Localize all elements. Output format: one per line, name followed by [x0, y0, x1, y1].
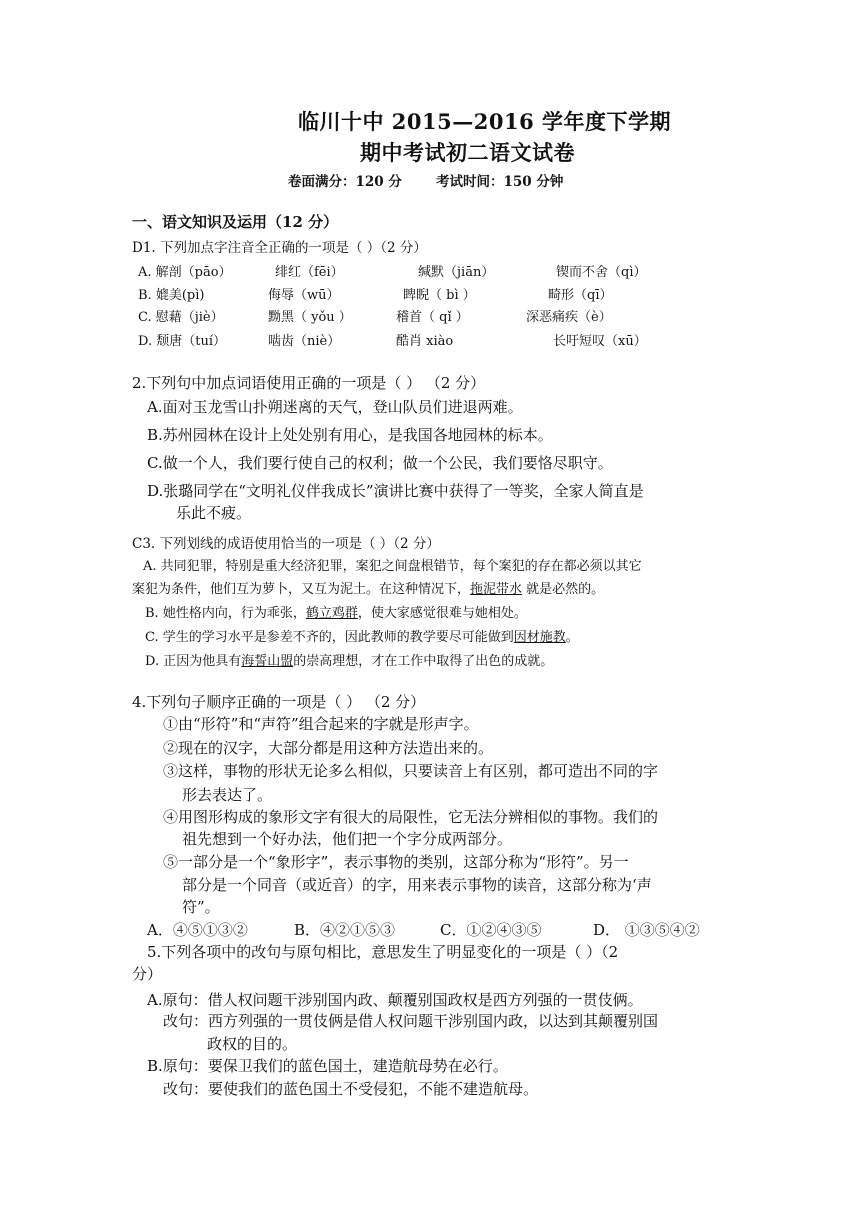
exam-time-label: 考试时间：150 分钟	[436, 174, 564, 190]
q2-option-c: C.做一个人，我们要行使自己的权利；做一个公民，我们要恪尽职守。	[147, 454, 613, 472]
q3-d-idiom: 海誓山盟	[241, 654, 294, 669]
q4-sentence-5-end: 符”。	[182, 898, 220, 916]
q3-option-c	[145, 626, 579, 645]
section-1-title: 一、语文知识及运用（12 分）	[132, 213, 339, 231]
q3-option-a-cont	[132, 578, 604, 597]
exam-title-line2: 期中考试初二语文试卷	[360, 140, 575, 165]
q1-b-3: 睥睨（ bì ）	[403, 288, 476, 303]
q4-sentence-5: ⑤一部分是一个“象形字”，表示事物的类别，这部分称为“形符”。另一	[163, 853, 629, 871]
q5-a-revised-cont: 政权的目的。	[207, 1035, 298, 1053]
q4-option-b: B．④②①⑤③	[294, 921, 396, 939]
q1-d-3: 酷肖 xiào	[396, 334, 454, 349]
q1-a-4: 锲而不舍（qì）	[556, 265, 647, 280]
q5-b-original: B.原句：要保卫我们的蓝色国土，建造航母势在必行。	[147, 1057, 508, 1075]
q1-c-4: 深恶痛疾（è）	[526, 310, 612, 325]
q1-d-4: 长吁短叹（xū）	[553, 334, 647, 349]
q3-c-tail: 。	[565, 630, 579, 645]
q3-b-idiom: 鹤立鸡群	[305, 606, 358, 621]
q1-c-1: C. 慰藉（jiè）	[138, 310, 224, 325]
q4-sentence-2: ②现在的汉字，大部分都是用这种方法造出来的。	[163, 739, 494, 757]
q2-option-a: A.面对玉龙雪山扑朔迷离的天气，登山队员们进退两难。	[147, 398, 523, 416]
q4-sentence-4: ④用图形构成的象形文字有很大的局限性，它无法分辨相似的事物。我们的	[163, 808, 659, 826]
question-3-stem: C3. 下列划线的成语使用恰当的一项是（ ）（2 分）	[132, 536, 440, 552]
q2-option-d: D.张璐同学在“文明礼仪伴我成长”演讲比赛中获得了一等奖，全家人简直是	[147, 482, 644, 500]
q1-c-2: 黝黑（ yǒu ）	[268, 310, 352, 325]
q2-option-b: B.苏州园林在设计上处处别有用心，是我国各地园林的标本。	[147, 426, 553, 444]
q3-a-text: 案犯为条件，他们互为萝卜，又互为泥土。在这种情况下，	[132, 582, 471, 597]
question-1-stem: D1. 下列加点字注音全正确的一项是（ ）（2 分）	[132, 240, 427, 256]
q1-a-1: A. 解剖（pāo）	[138, 265, 232, 280]
q4-sentence-3: ③这样，事物的形状无论多么相似，只要读音上有区别，都可造出不同的字	[163, 762, 659, 780]
question-5-stem-cont: 分）	[132, 965, 163, 983]
q1-d-1: D. 颓唐（tuí）	[138, 334, 226, 349]
q1-a-2: 绯红（fēi）	[275, 265, 344, 280]
q3-d-tail: 的崇高理想，才在工作中取得了出色的成就。	[293, 654, 554, 669]
q4-sentence-1: ①由“形符”和“声符”组合起来的字就是形声字。	[163, 715, 479, 733]
q1-b-1: B. 媲美(pì)	[138, 288, 205, 303]
q1-d-2: 啮齿（niè）	[268, 334, 341, 349]
exam-title-line1: 临川十中 2015—2016 学年度下学期	[298, 109, 672, 134]
q5-b-revised: 改句：要使我们的蓝色国土不受侵犯，不能不建造航母。	[163, 1080, 539, 1098]
q2-option-d-cont: 乐此不疲。	[176, 504, 252, 522]
question-2-stem: 2.下列句中加点词语使用正确的一项是（ ） （2 分）	[132, 374, 486, 392]
q3-c-idiom: 因材施教	[513, 630, 566, 645]
q5-a-revised: 改句：西方列强的一贯伎俩是借人权问题干涉别国内政，以达到其颠覆别国	[163, 1012, 659, 1030]
q4-option-a: A．④⑤①③②	[147, 921, 248, 939]
q3-c-text: C. 学生的学习水平是参差不齐的，因此教师的教学要尽可能做到	[145, 630, 514, 645]
q4-sentence-4-cont: 祖先想到一个好办法，他们把一个字分成两部分。	[182, 830, 513, 848]
q1-b-2: 侮辱（wū）	[268, 288, 340, 303]
q1-b-4: 畸形（qī）	[548, 288, 613, 303]
q3-option-a: A. 共同犯罪，特别是重大经济犯罪，案犯之间盘根错节，每个案犯的存在都必须以其它	[143, 559, 642, 574]
q3-b-tail: ，使大家感觉很难与她相处。	[357, 606, 527, 621]
total-score-label: 卷面满分：120 分	[288, 174, 402, 190]
q3-d-text: D. 正因为他具有	[145, 654, 242, 669]
question-5-stem: 5.下列各项中的改句与原句相比，意思发生了明显变化的一项是（ ）（2	[147, 943, 619, 961]
q4-sentence-3-cont: 形去表达了。	[182, 786, 273, 804]
q4-sentence-5-cont: 部分是一个同音（或近音）的字，用来表示事物的读音，这部分称为‘声	[182, 876, 652, 894]
question-4-stem: 4.下列句子顺序正确的一项是（ ） （2 分）	[132, 693, 426, 711]
q3-a-tail: 就是必然的。	[522, 582, 605, 597]
q3-option-d	[145, 650, 553, 669]
q3-b-text: B. 她性格内向，行为乖张，	[145, 606, 306, 621]
q1-c-3: 稽首（ qǐ ）	[396, 310, 469, 325]
q4-option-c: C．①②④③⑤	[440, 921, 542, 939]
q4-option-d: D． ①③⑤④②	[593, 921, 700, 939]
q1-a-3: 缄默（jiān）	[418, 265, 495, 280]
q3-option-b	[145, 602, 527, 621]
q3-a-idiom: 拖泥带水	[470, 582, 523, 597]
q5-a-original: A.原句：借人权问题干涉别国内政、颠覆别国政权是西方列强的一贯伎俩。	[147, 991, 643, 1009]
